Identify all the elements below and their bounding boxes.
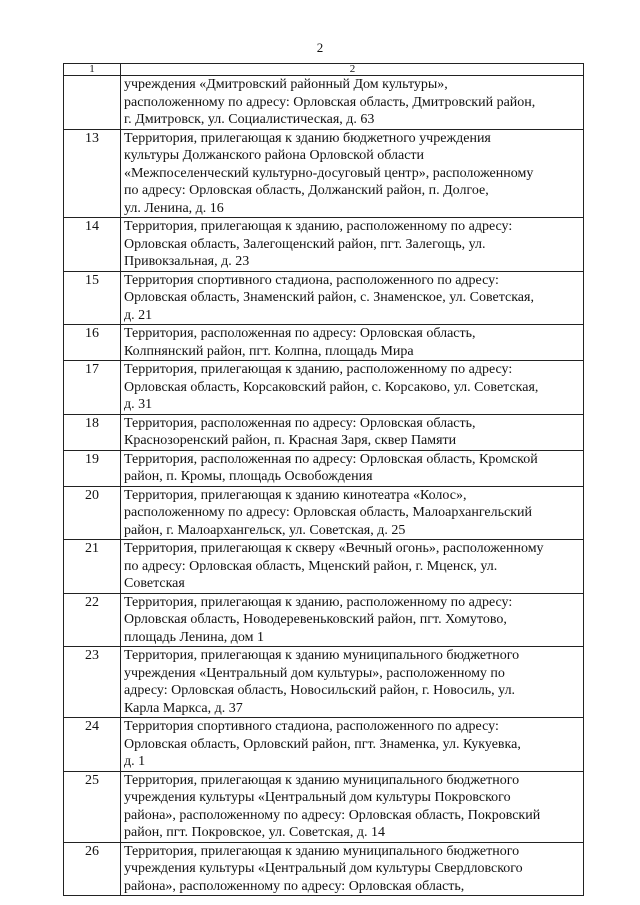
- description-line: ул. Ленина, д. 16: [124, 200, 224, 216]
- description-line: расположенному по адресу: Орловская область, Дмитровский район,: [124, 94, 536, 110]
- row-description: [121, 718, 584, 772]
- description-line: Территория, прилегающая к зданию муниципального бюджетного: [124, 648, 520, 663]
- row-description: [121, 325, 584, 361]
- description-line: район, г. Малоархангельск, ул. Советская, д. 25: [124, 522, 406, 538]
- description-line: Территория, расположенная по адресу: Орловская область,: [124, 415, 476, 431]
- row-description: [121, 129, 584, 218]
- table-row: [64, 647, 584, 718]
- description-line: д. 1: [124, 754, 146, 769]
- description-line: Территория, прилегающая к зданию, расположенному по адресу:: [124, 219, 513, 234]
- description-line: расположенному по адресу: Орловская область, Малоархангельский: [124, 505, 533, 520]
- description-line: д. 31: [124, 397, 153, 412]
- description-line: Орловская область, Залегощенский район, пгт. Залегощь, ул.: [124, 236, 486, 252]
- description-line: г. Дмитровск, ул. Социалистическая, д. 63: [124, 112, 375, 127]
- description-line: Территория, расположенная по адресу: Орловская область,: [124, 326, 476, 341]
- description-line: по адресу: Орловская область, Должанский район, п. Долгое,: [124, 183, 489, 198]
- description-line: район, пгт. Покровское, ул. Советская, д. 14: [124, 825, 385, 840]
- table-row: [64, 129, 584, 218]
- description-line: Территория, прилегающая к зданию муниципального бюджетного: [124, 772, 520, 788]
- row-description: [121, 271, 584, 325]
- table-row: [64, 414, 584, 450]
- table-row: [64, 486, 584, 540]
- row-number: 26: [64, 842, 121, 896]
- document-table: [63, 63, 584, 896]
- row-description: [121, 842, 584, 896]
- description-line: Территория, прилегающая к зданию, расположенному по адресу:: [124, 594, 513, 610]
- table-row: [64, 540, 584, 594]
- description-line: Территория, прилегающая к скверу «Вечный огонь», расположенному: [124, 541, 544, 556]
- row-number: 25: [64, 771, 121, 842]
- row-number: [64, 76, 121, 130]
- row-description: [121, 218, 584, 272]
- table-row: [64, 593, 584, 647]
- row-description: [121, 771, 584, 842]
- row-number: 15: [64, 271, 121, 325]
- row-description: [121, 76, 584, 130]
- row-number: 17: [64, 361, 121, 415]
- description-line: культуры Должанского района Орловской области: [124, 148, 425, 163]
- header-col-number: 1: [64, 64, 121, 76]
- description-line: Советская: [124, 576, 185, 591]
- row-description: [121, 361, 584, 415]
- row-description: [121, 450, 584, 486]
- table-row: [64, 842, 584, 896]
- row-number: 14: [64, 218, 121, 272]
- row-description: [121, 486, 584, 540]
- description-line: Территория, расположенная по адресу: Орловская область, Кромской: [124, 451, 538, 467]
- description-line: Территория, прилегающая к зданию, расположенному по адресу:: [124, 362, 513, 377]
- table-row: [64, 76, 584, 130]
- description-line: Привокзальная, д. 23: [124, 254, 250, 269]
- row-number: 21: [64, 540, 121, 594]
- description-line: Территория, прилегающая к зданию муниципального бюджетного: [124, 843, 520, 859]
- description-line: учреждения культуры «Центральный дом культуры Покровского: [124, 790, 511, 805]
- description-line: учреждения «Центральный дом культуры», расположенному по: [124, 665, 505, 681]
- table-row: [64, 450, 584, 486]
- page-number: 2: [316, 40, 324, 55]
- description-line: Колпнянский район, пгт. Колпна, площадь Мира: [124, 343, 414, 359]
- description-line: Орловская область, Орловский район, пгт. Знаменка, ул. Кукуевка,: [124, 736, 521, 752]
- row-description: [121, 414, 584, 450]
- description-line: Территория, прилегающая к зданию бюджетного учреждения: [124, 130, 491, 146]
- description-line: учреждения «Дмитровский районный Дом культуры»,: [124, 77, 448, 92]
- row-number: 16: [64, 325, 121, 361]
- description-line: района», расположенному по адресу: Орловская область, Покровский: [124, 807, 541, 823]
- row-description: [121, 593, 584, 647]
- row-number: 24: [64, 718, 121, 772]
- row-number: 13: [64, 129, 121, 218]
- header-col-text: 2: [121, 64, 584, 76]
- table-row: [64, 361, 584, 415]
- description-line: Орловская область, Знаменский район, с. Знаменское, ул. Советская,: [124, 290, 534, 305]
- description-line: район, п. Кромы, площадь Освобождения: [124, 469, 373, 484]
- description-line: Территория, прилегающая к зданию кинотеатра «Колос»,: [124, 487, 467, 503]
- description-line: Орловская область, Корсаковский район, с. Корсаково, ул. Советская,: [124, 379, 539, 395]
- row-number: 23: [64, 647, 121, 718]
- description-line: д. 21: [124, 307, 153, 323]
- row-description: [121, 647, 584, 718]
- row-number: 18: [64, 414, 121, 450]
- description-line: по адресу: Орловская область, Мценский район, г. Мценск, ул.: [124, 558, 498, 574]
- description-line: Территория спортивного стадиона, расположенного по адресу:: [124, 272, 499, 288]
- table-row: [64, 271, 584, 325]
- table-row: [64, 771, 584, 842]
- description-line: Орловская область, Новодеревеньковский район, пгт. Хомутово,: [124, 612, 507, 627]
- row-number: 22: [64, 593, 121, 647]
- table-header-row: [64, 64, 584, 76]
- table-row: [64, 718, 584, 772]
- description-line: Краснозоренский район, п. Красная Заря, сквер Памяти: [124, 433, 457, 448]
- description-line: площадь Ленина, дом 1: [124, 629, 264, 645]
- description-line: адресу: Орловская область, Новосильский район, г. Новосиль, ул.: [124, 683, 516, 698]
- table-row: [64, 325, 584, 361]
- row-description: [121, 540, 584, 594]
- row-number: 20: [64, 486, 121, 540]
- table-row: [64, 218, 584, 272]
- description-line: Территория спортивного стадиона, расположенного по адресу:: [124, 719, 499, 734]
- description-line: учреждения культуры «Центральный дом культуры Свердловского: [124, 861, 523, 876]
- description-line: Карла Маркса, д. 37: [124, 700, 243, 716]
- description-line: района», расположенному по адресу: Орловская область,: [124, 878, 465, 894]
- table-body: [64, 64, 584, 896]
- description-line: «Межпоселенческий культурно-досуговый центр», расположенному: [124, 165, 534, 181]
- row-number: 19: [64, 450, 121, 486]
